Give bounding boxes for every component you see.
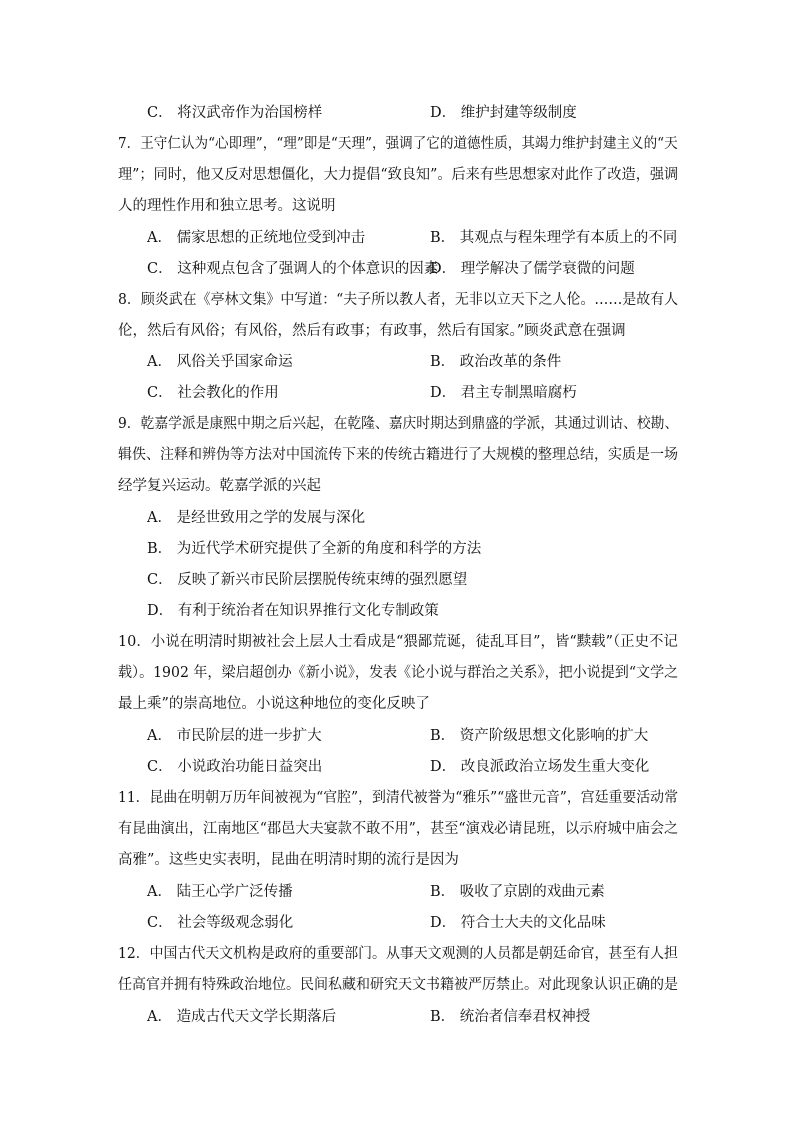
q10-option-b: B． 资产阶级思想文化影响的扩大: [430, 728, 649, 744]
q8-stem-line-1: 8．顾炎武在《亭林文集》中写道：“夫子所以教人者，无非以立天下之人伦。……是故有人: [118, 292, 679, 308]
q9-option-b: B． 为近代学术研究提供了全新的角度和科学的方法: [147, 541, 482, 557]
q9-stem-line-3: 经学复兴运动。乾嘉学派的兴起: [118, 478, 321, 494]
q12-option-b: B． 统治者信奉君权神授: [430, 1009, 591, 1025]
q7-option-b: B． 其观点与程朱理学有本质上的不同: [430, 230, 678, 246]
q11-stem-line-3: 高雅”。这些史实表明，昆曲在明清时期的流行是因为: [118, 852, 459, 868]
q11-option-a: A． 陆王心学广泛传播: [147, 884, 293, 900]
q6-option-d: D． 维护封建等级制度: [430, 105, 577, 121]
q12-stem-line-2: 任高官并拥有特殊政治地位。民间私藏和研究天文书籍被严厉禁止。对此现象认识正确的是: [118, 977, 678, 993]
q8-option-d: D． 君主专制黑暗腐朽: [430, 385, 577, 401]
q11-option-c: C． 社会等级观念弱化: [147, 915, 294, 931]
q8-option-a: A． 风俗关乎国家命运: [147, 354, 293, 370]
q10-option-d: D． 改良派政治立场发生重大变化: [430, 759, 650, 775]
q11-stem-line-2: 有昆曲演出，江南地区“郡邑大夫宴款不敢不用”，甚至“演戏必请昆班，以示府城中庙会之: [118, 821, 679, 837]
q9-stem-line-2: 辑佚、注释和辨伪等方法对中国流传下来的传统古籍进行了大规模的整理总结，实质是一场: [118, 447, 678, 463]
q7-option-c: C． 这种观点包含了强调人的个体意识的因素: [147, 261, 439, 277]
q10-stem-line-3: 最上乘”的崇高地位。小说这种地位的变化反映了: [118, 696, 430, 712]
q10-option-c: C． 小说政治功能日益突出: [147, 759, 323, 775]
q9-option-a: A． 是经世致用之学的发展与深化: [147, 510, 366, 526]
q11-option-d: D． 符合士大夫的文化品味: [430, 915, 606, 931]
q12-option-a: A． 造成古代天文学长期落后: [147, 1009, 337, 1025]
q8-option-c: C． 社会教化的作用: [147, 385, 279, 401]
q8-stem-line-2: 伦，然后有风俗；有风俗，然后有政事；有政事，然后有国家。”顾炎武意在强调: [118, 323, 626, 339]
q7-stem-line-3: 人的理性作用和独立思考。这说明: [118, 198, 336, 214]
q10-stem-line-2: 载）。1902 年，梁启超创办《新小说》，发表《论小说与群治之关系》，把小说提到“文学之: [118, 665, 679, 681]
q9-stem-line-1: 9．乾嘉学派是康熙中期之后兴起，在乾隆、嘉庆时期达到鼎盛的学派，其通过训诂、校勘、: [118, 416, 679, 432]
q7-stem-line-1: 7．王守仁认为“心即理”，“理”即是“天理”，强调了它的道德性质，其竭力维护封建主义的“天: [118, 136, 678, 152]
q7-option-a: A． 儒家思想的正统地位受到冲击: [147, 230, 366, 246]
q10-stem-line-1: 10．小说在明清时期被社会上层人士看成是“猥鄙荒诞，徒乱耳目”，皆“黩载”（正史不记: [118, 634, 678, 650]
q12-stem-line-1: 12．中国古代天文机构是政府的重要部门。从事天文观测的人员都是朝廷命官，甚至有人担: [118, 946, 678, 962]
q10-option-a: A． 市民阶层的进一步扩大: [147, 728, 322, 744]
q7-option-d: D． 理学解决了儒学衰微的问题: [430, 261, 635, 277]
q9-option-c: C． 反映了新兴市民阶层摆脱传统束缚的强烈愿望: [147, 572, 468, 588]
q8-option-b: B． 政治改革的条件: [430, 354, 562, 370]
q11-option-b: B． 吸收了京剧的戏曲元素: [430, 884, 605, 900]
q11-stem-line-1: 11．昆曲在明朝万历年间被视为“官腔”，到清代被誉为“雅乐”“盛世元音”，宫廷重要活动常: [118, 790, 678, 806]
q6-option-c: C． 将汉武帝作为治国榜样: [147, 105, 323, 121]
q9-option-d: D． 有利于统治者在知识界推行文化专制政策: [147, 603, 439, 619]
q7-stem-line-2: 理”；同时，他又反对思想僵化，大力提倡“致良知”。后来有些思想家对此作了改造，强调: [118, 167, 679, 183]
